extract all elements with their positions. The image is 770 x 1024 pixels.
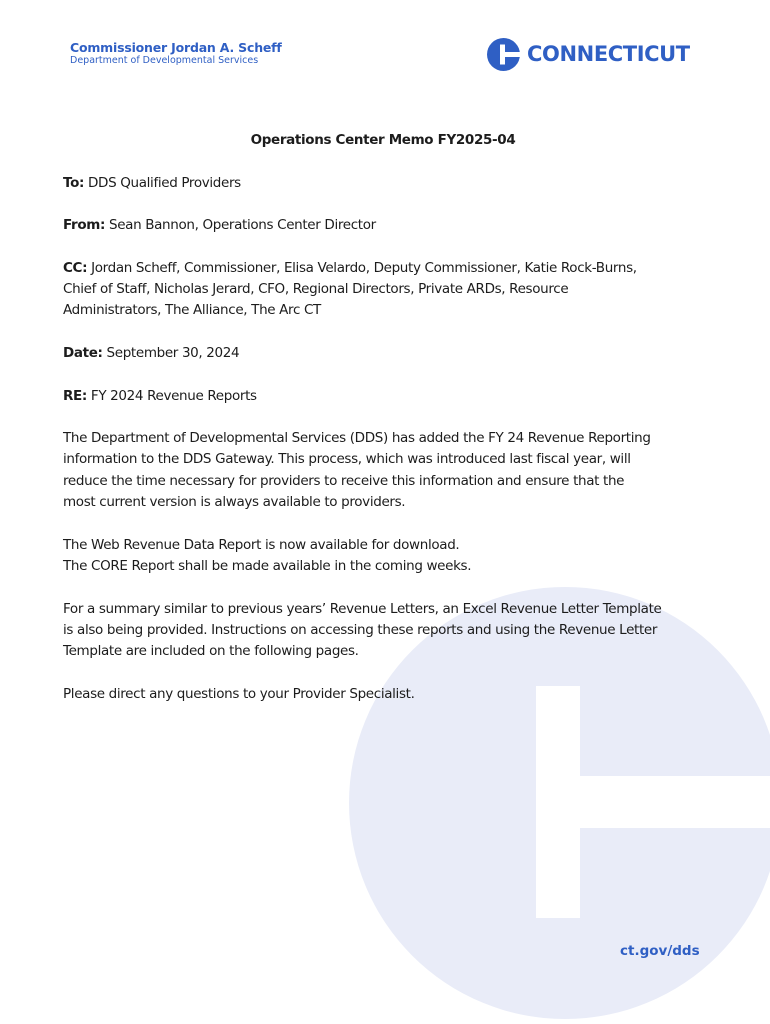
paragraph-2-line: The CORE Report shall be made available in the coming weeks. bbox=[63, 557, 472, 574]
cc-line-3: Administrators, The Alliance, The Arc CT bbox=[63, 302, 321, 319]
paragraph-4: Please direct any questions to your Provider Specialist. bbox=[63, 685, 415, 702]
cc-label: CC: bbox=[63, 259, 88, 276]
re-line bbox=[63, 386, 703, 407]
memo-body bbox=[63, 130, 703, 726]
memo-title: Operations Center Memo FY2025-04 bbox=[250, 132, 516, 148]
paragraph-3-line: Template are included on the following pages. bbox=[63, 643, 359, 660]
re-label: RE: bbox=[63, 387, 87, 404]
department-name: Department of Developmental Services bbox=[70, 55, 259, 66]
paragraph-1-line: most current version is always available to providers. bbox=[63, 494, 406, 511]
to-line bbox=[63, 173, 703, 194]
date-label: Date: bbox=[63, 344, 103, 361]
from-label: From: bbox=[63, 217, 106, 234]
paragraph-1 bbox=[63, 428, 703, 513]
paragraph-2 bbox=[63, 535, 703, 578]
paragraph-2-line: The Web Revenue Data Report is now available for download. bbox=[63, 536, 460, 553]
date-line bbox=[63, 343, 703, 364]
logo-wordmark: CONNECTICUT bbox=[527, 42, 690, 66]
from-line bbox=[63, 215, 703, 236]
connecticut-logo bbox=[487, 37, 690, 71]
cc-line-2: Chief of Staff, Nicholas Jerard, CFO, Regional Directors, Private ARDs, Resource bbox=[63, 281, 569, 298]
footer-website-link[interactable]: ct.gov/dds bbox=[620, 943, 700, 959]
date-value: September 30, 2024 bbox=[106, 344, 240, 361]
re-value: FY 2024 Revenue Reports bbox=[90, 387, 257, 404]
paragraph-1-line: information to the DDS Gateway. This process, which was introduced last fiscal year, will bbox=[63, 451, 631, 468]
connecticut-logo-icon bbox=[487, 38, 520, 71]
cc-text-1: Jordan Scheff, Commissioner, Elisa Velardo, Deputy Commissioner, Katie Rock-Burns, bbox=[91, 259, 637, 276]
cc-line-1 bbox=[63, 258, 703, 279]
paragraph-3-line: is also being provided. Instructions on accessing these reports and using the Revenue Letter bbox=[63, 621, 658, 638]
to-label: To: bbox=[63, 174, 85, 191]
commissioner-name: Commissioner Jordan A. Scheff bbox=[70, 40, 282, 55]
to-value: DDS Qualified Providers bbox=[88, 174, 241, 191]
paragraph-3 bbox=[63, 599, 703, 663]
letterhead bbox=[70, 40, 282, 67]
paragraph-1-line: The Department of Developmental Services (DDS) has added the FY 24 Revenue Reporting bbox=[63, 430, 651, 447]
cc-block bbox=[63, 258, 703, 322]
paragraph-1-line: reduce the time necessary for providers to receive this information and ensure that the bbox=[63, 472, 625, 489]
paragraph-3-line: For a summary similar to previous years’ Revenue Letters, an Excel Revenue Letter Template bbox=[63, 600, 662, 617]
from-value: Sean Bannon, Operations Center Director bbox=[108, 217, 376, 234]
